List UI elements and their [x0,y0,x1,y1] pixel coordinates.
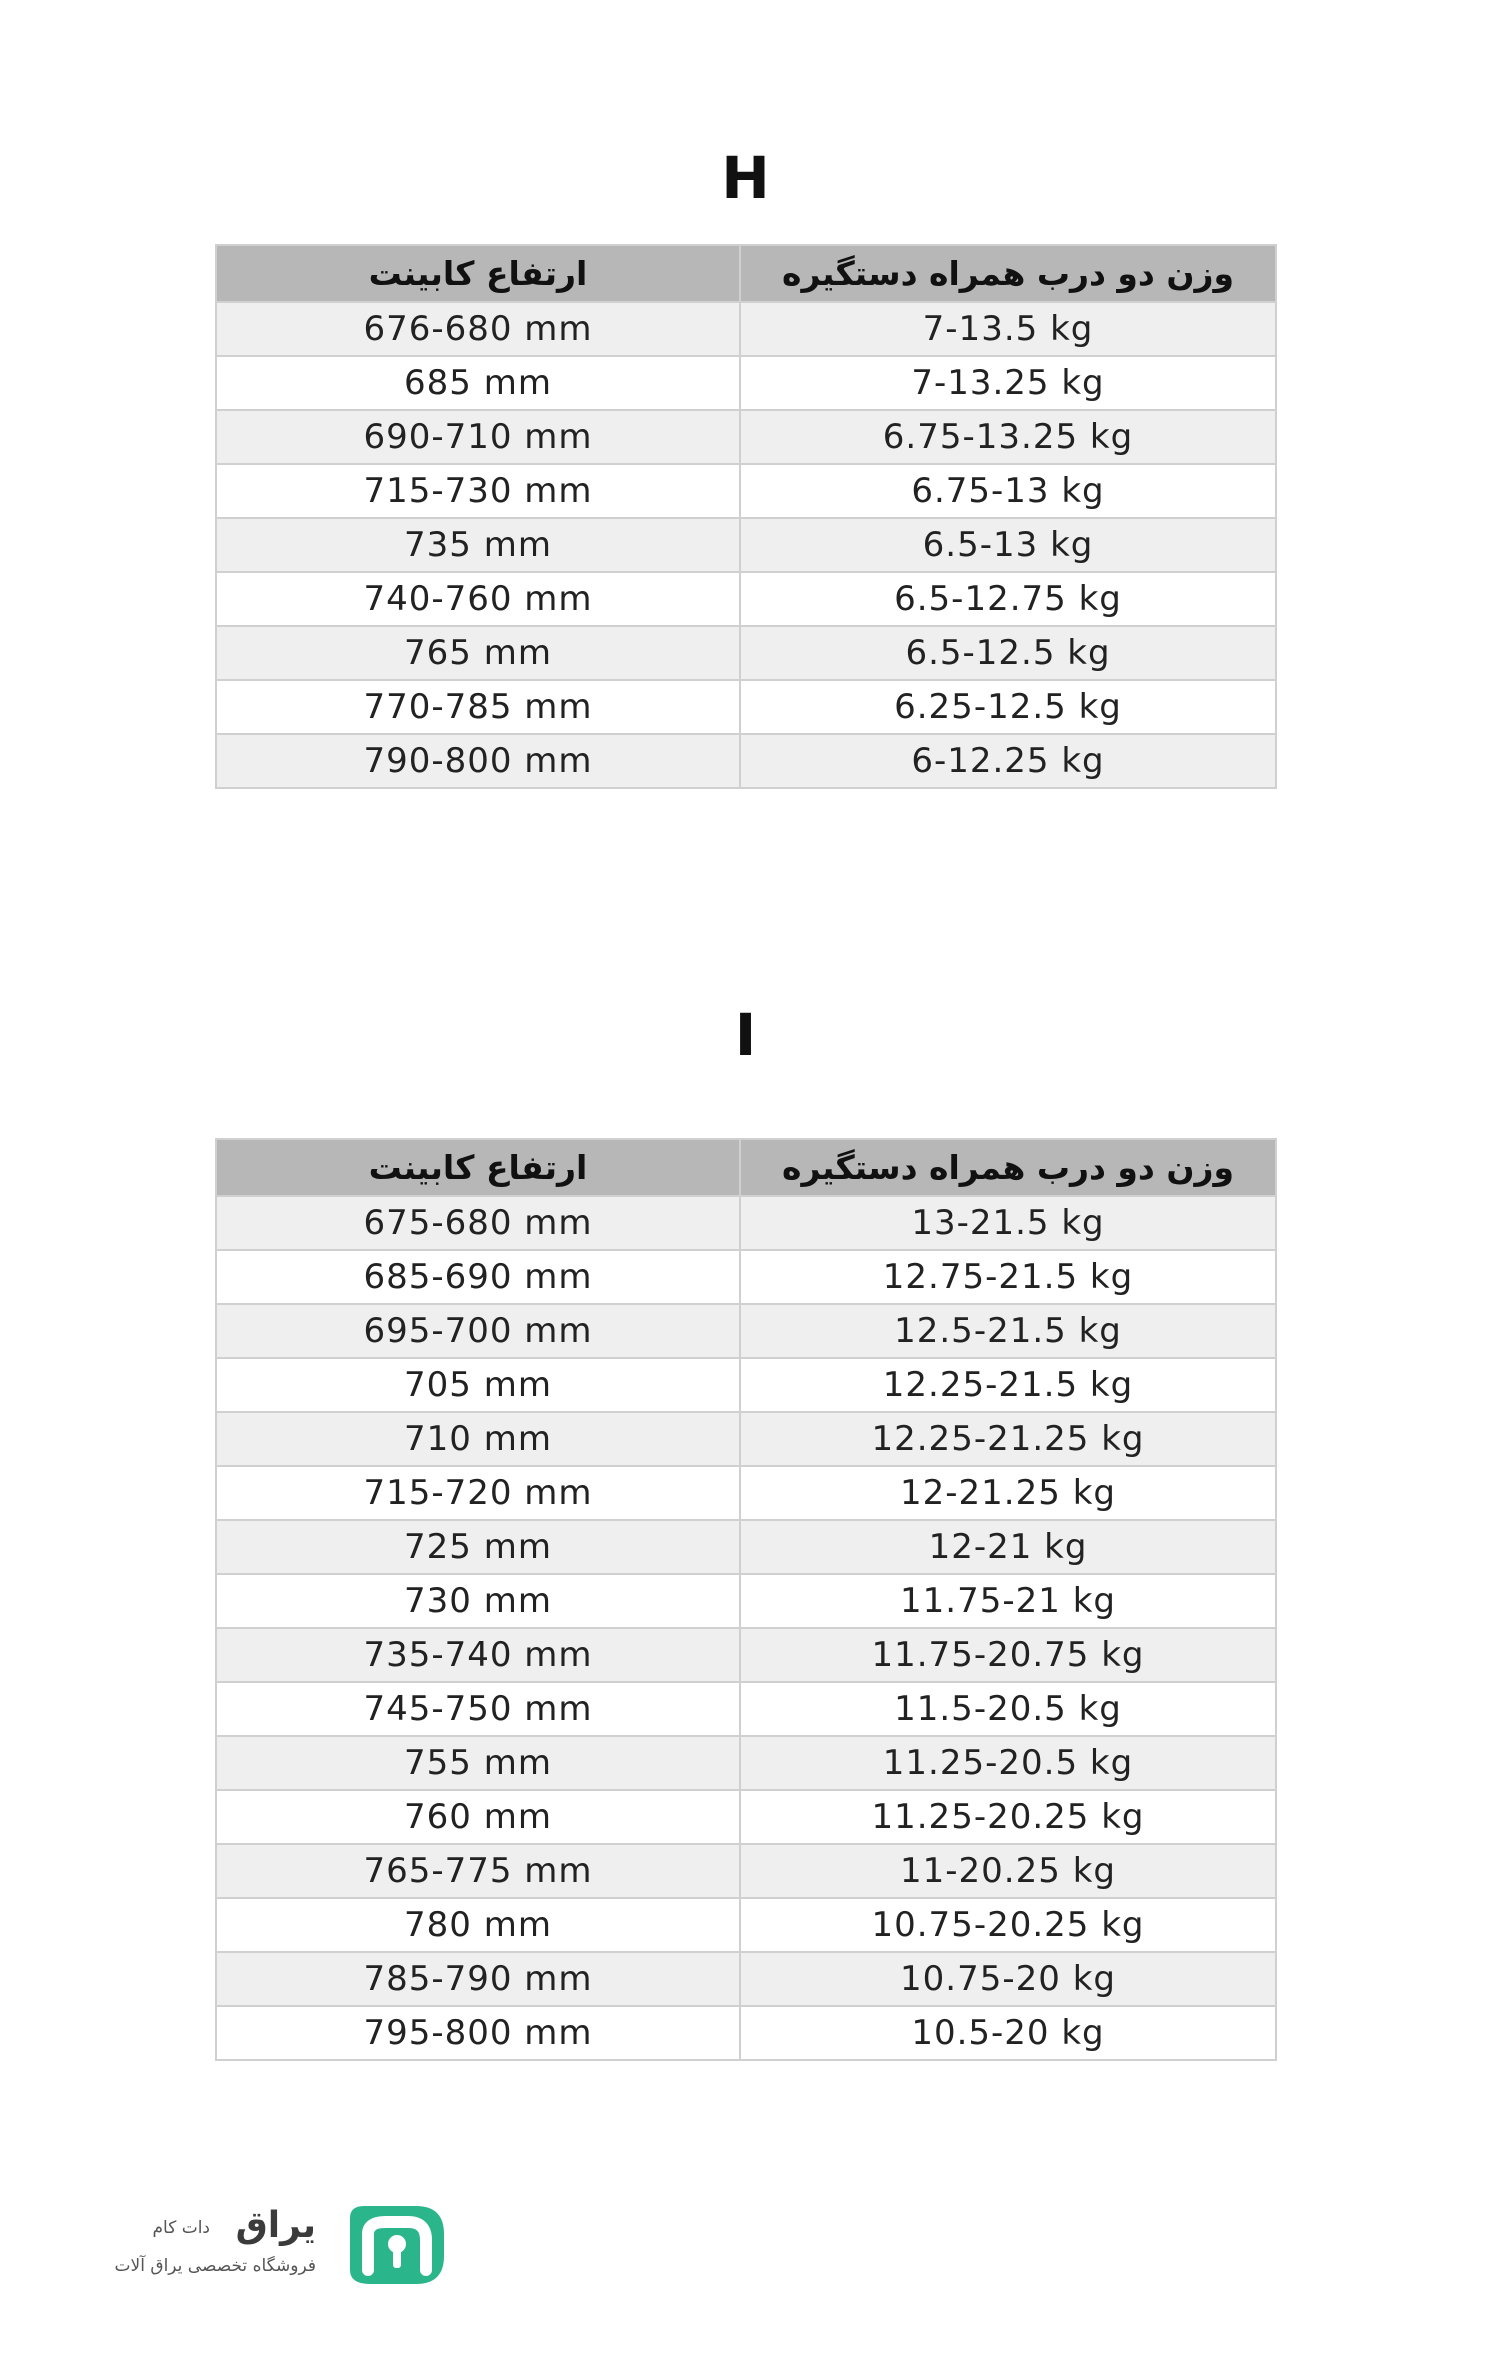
table-row [216,626,1276,680]
table-row [216,1196,1276,1250]
door-weight-cell: 11-20.25 kg [740,1844,1276,1898]
table-row [216,2006,1276,2060]
table-row [216,356,1276,410]
door-weight-cell: 12.5-21.5 kg [740,1304,1276,1358]
cabinet-height-cell: 760 mm [216,1790,740,1844]
table-row [216,302,1276,356]
table-header-row [216,245,1276,302]
door-weight-cell: 6.75-13.25 kg [740,410,1276,464]
door-weight-cell: 7-13.5 kg [740,302,1276,356]
cabinet-height-cell: 740-760 mm [216,572,740,626]
cabinet-height-cell: 765 mm [216,626,740,680]
column-header-cabinet-height: ارتفاع کابینت [216,1139,740,1196]
brand-logo[interactable] [98,2200,450,2290]
table-h [215,244,1277,789]
door-weight-cell: 13-21.5 kg [740,1196,1276,1250]
door-weight-cell: 11.5-20.5 kg [740,1682,1276,1736]
table-body-i [216,1196,1276,2060]
column-header-cabinet-height: ارتفاع کابینت [216,245,740,302]
cabinet-height-cell: 795-800 mm [216,2006,740,2060]
table-row [216,1682,1276,1736]
door-weight-cell: 6.5-13 kg [740,518,1276,572]
door-weight-cell: 11.75-21 kg [740,1574,1276,1628]
cabinet-height-cell: 770-785 mm [216,680,740,734]
cabinet-height-cell: 725 mm [216,1520,740,1574]
door-weight-cell: 6.75-13 kg [740,464,1276,518]
section-title-h: H [721,144,770,212]
table-row [216,680,1276,734]
section-title-i: I [734,1001,757,1069]
table-row [216,1520,1276,1574]
table-row [216,1844,1276,1898]
cabinet-height-cell: 715-720 mm [216,1466,740,1520]
cabinet-height-cell: 780 mm [216,1898,740,1952]
door-weight-cell: 6.5-12.5 kg [740,626,1276,680]
cabinet-height-cell: 765-775 mm [216,1844,740,1898]
cabinet-height-cell: 745-750 mm [216,1682,740,1736]
door-weight-cell: 6-12.25 kg [740,734,1276,788]
cabinet-height-cell: 676-680 mm [216,302,740,356]
yaragh-logo-icon [330,2200,450,2290]
door-weight-cell: 10.75-20 kg [740,1952,1276,2006]
cabinet-height-cell: 685 mm [216,356,740,410]
cabinet-height-cell: 735-740 mm [216,1628,740,1682]
table-row [216,734,1276,788]
table-row [216,1628,1276,1682]
column-header-door-weight: وزن دو درب همراه دستگیره [740,1139,1276,1196]
table-row [216,1466,1276,1520]
door-weight-cell: 10.5-20 kg [740,2006,1276,2060]
table-row [216,572,1276,626]
door-weight-cell: 12.75-21.5 kg [740,1250,1276,1304]
logo-tagline: فروشگاه تخصصی یراق آلات [114,2256,316,2276]
cabinet-height-cell: 705 mm [216,1358,740,1412]
cabinet-height-cell: 735 mm [216,518,740,572]
cabinet-height-cell: 715-730 mm [216,464,740,518]
door-weight-cell: 7-13.25 kg [740,356,1276,410]
door-weight-cell: 12.25-21.25 kg [740,1412,1276,1466]
table-row [216,464,1276,518]
table-row [216,1898,1276,1952]
table-i [215,1138,1277,2061]
logo-brand-name: یراق [235,2205,316,2246]
logo-dotcom: دات کام [152,2218,210,2238]
door-weight-cell: 11.25-20.5 kg [740,1736,1276,1790]
cabinet-height-cell: 790-800 mm [216,734,740,788]
table-row [216,1574,1276,1628]
cabinet-height-cell: 685-690 mm [216,1250,740,1304]
cabinet-height-cell: 730 mm [216,1574,740,1628]
table-row [216,410,1276,464]
door-weight-cell: 6.25-12.5 kg [740,680,1276,734]
cabinet-height-cell: 785-790 mm [216,1952,740,2006]
table-row [216,1952,1276,2006]
door-weight-cell: 6.5-12.75 kg [740,572,1276,626]
cabinet-height-cell: 675-680 mm [216,1196,740,1250]
table-header-row [216,1139,1276,1196]
table-row [216,518,1276,572]
door-weight-cell: 12.25-21.5 kg [740,1358,1276,1412]
table-row [216,1304,1276,1358]
table-body-h [216,302,1276,788]
door-weight-cell: 11.25-20.25 kg [740,1790,1276,1844]
table-row [216,1736,1276,1790]
table-row [216,1358,1276,1412]
table-row [216,1250,1276,1304]
table-row [216,1790,1276,1844]
cabinet-height-cell: 710 mm [216,1412,740,1466]
door-weight-cell: 12-21 kg [740,1520,1276,1574]
door-weight-cell: 12-21.25 kg [740,1466,1276,1520]
door-weight-cell: 11.75-20.75 kg [740,1628,1276,1682]
table-row [216,1412,1276,1466]
cabinet-height-cell: 690-710 mm [216,410,740,464]
door-weight-cell: 10.75-20.25 kg [740,1898,1276,1952]
cabinet-height-cell: 695-700 mm [216,1304,740,1358]
column-header-door-weight: وزن دو درب همراه دستگیره [740,245,1276,302]
cabinet-height-cell: 755 mm [216,1736,740,1790]
